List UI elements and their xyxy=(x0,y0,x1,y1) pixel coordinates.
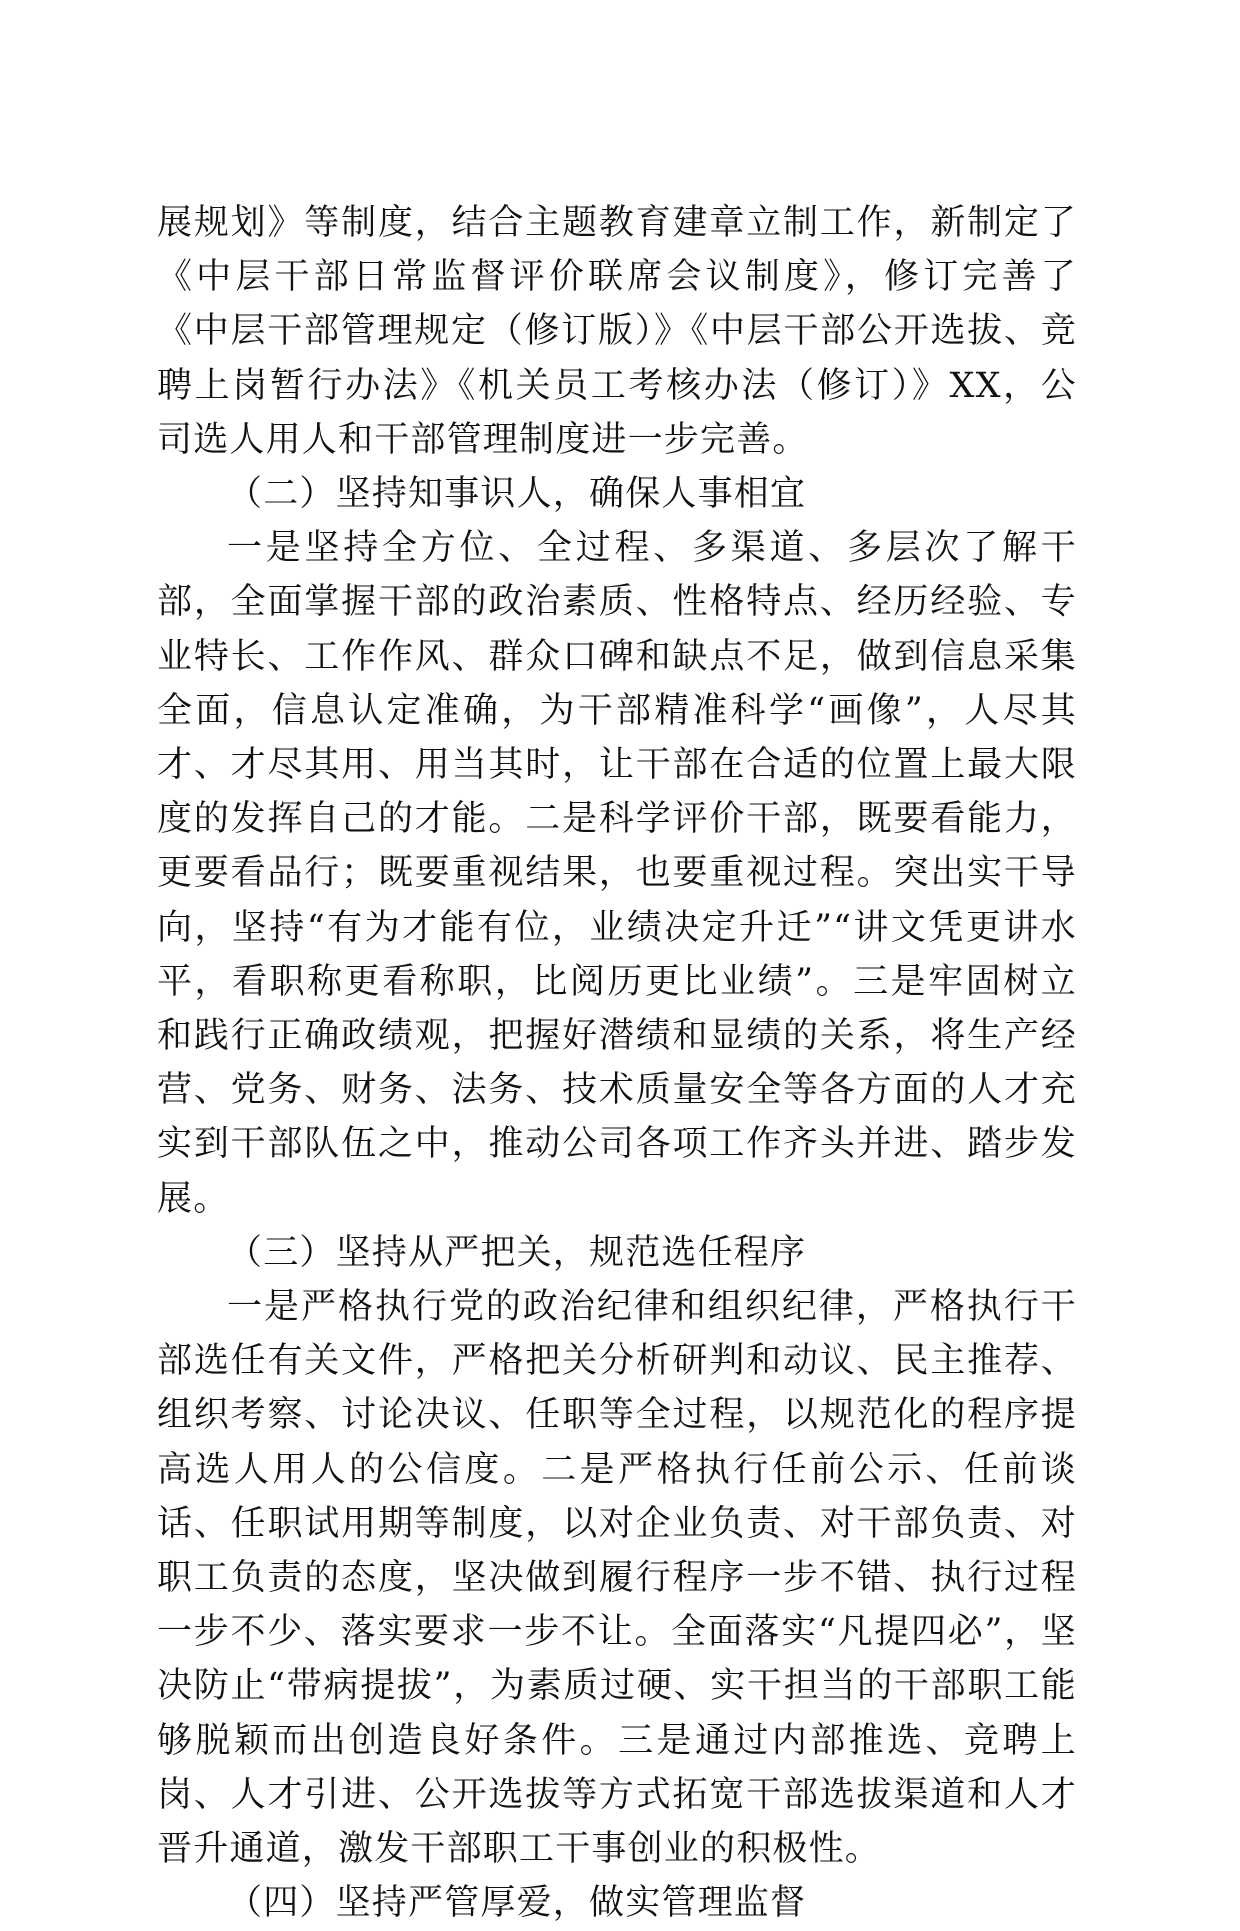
continuation-paragraph: 展规划》等制度，结合主题教育建章立制工作，新制定了《中层干部日常监督评价联席会议制度》，修订完善了《中层干部管理规定（修订版）》《中层干部公开选拔、竞聘上岗暂行办法》《机关员工考核办法（修订）》XX，公司选人用人和干部管理制度进一步完善。 xyxy=(157,203,1077,460)
body-paragraph-2: 一是坚持全方位、全过程、多渠道、多层次了解干部，全面掌握干部的政治素质、性格特点、经历经验、专业特长、工作作风、群众口碑和缺点不足，做到信息采集全面，信息认定准确，为干部精准科学“画像”，人尽其才、才尽其用、用当其时，让干部在合适的位置上最大限度的发挥自己的才能。二是科学评价干部，既要看能力，更要看品行；既要重视结果，也要重视过程。突出实干导向，坚持“有为才能有位，业绩决定升迁”“讲文凭更讲水平，看职称更看称职，比阅历更比业绩”。三是牢固树立和践行正确政绩观，把握好潜绩和显绩的关系，将生产经营、党务、财务、法务、技术质量安全等各方面的人才充实到干部队伍之中，推动公司各项工作齐头并进、踏步发展。 xyxy=(157,528,1077,1219)
section-heading-4: （四）坚持严管厚爱，做实管理监督 xyxy=(227,1883,807,1924)
document-body xyxy=(157,196,1077,1931)
section-heading-3: （三）坚持从严把关，规范选任程序 xyxy=(227,1232,807,1273)
body-paragraph-3: 一是严格执行党的政治纪律和组织纪律，严格执行干部选任有关文件，严格把关分析研判和动议、民主推荐、组织考察、讨论决议、任职等全过程，以规范化的程序提高选人用人的公信度。二是严格执行任前公示、任前谈话、任职试用期等制度，以对企业负责、对干部负责、对职工负责的态度，坚决做到履行程序一步不错、执行过程一步不少、落实要求一步不让。全面落实“凡提四必”，坚决防止“带病提拔”，为素质过硬、实干担当的干部职工能够脱颖而出创造良好条件。三是通过内部推选、竞聘上岗、人才引进、公开选拔等方式拓宽干部选拔渠道和人才晋升通道，激发干部职工干事创业的积极性。 xyxy=(157,1287,1077,1870)
section-heading-2: （二）坚持知事识人，确保人事相宜 xyxy=(227,474,807,515)
